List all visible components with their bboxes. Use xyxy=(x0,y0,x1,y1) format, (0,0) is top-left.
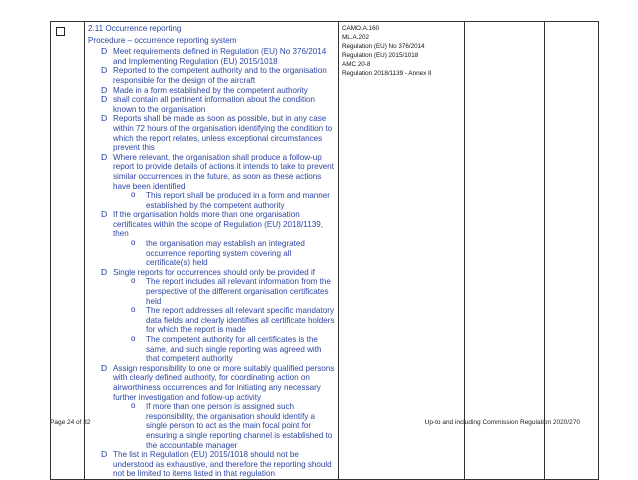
reference-item: CAMO.A.160 xyxy=(342,25,380,32)
page-number: Page 24 of 32 xyxy=(50,419,91,426)
requirement-text: Assign responsibility to one or more suitably qualified persons with clearly defined authority, for coordinating action on airworthiness occurrences and for initiating any necessary further investigation and follow-up activity xyxy=(113,363,335,402)
requirement-text: Reports shall be made as soon as possible, but in any case within 72 hours of the organisation identifying the condition to which the report relates, unless exceptional circumstances prevent this xyxy=(113,114,333,153)
bullet-marker: D xyxy=(101,113,108,124)
sub-requirement-item xyxy=(88,277,335,306)
requirement-text: Made in a form established by the competent authority xyxy=(113,85,308,95)
notes-cell[interactable] xyxy=(465,22,545,480)
references-cell xyxy=(339,22,465,480)
requirement-item xyxy=(88,268,335,278)
sub-requirement-text: This report shall be produced in a form and manner established by the competent authority xyxy=(146,191,331,210)
requirement-text: If the organisation holds more than one organisation certificates within the scope of Regulation (EU) 2018/1139, then xyxy=(113,210,323,239)
table-row xyxy=(51,22,599,480)
requirement-item xyxy=(88,47,335,66)
compliance-checkbox[interactable] xyxy=(56,27,65,36)
content-cell xyxy=(85,22,339,480)
requirement-item xyxy=(88,153,335,191)
requirement-item xyxy=(88,86,335,96)
requirement-item xyxy=(88,364,335,402)
regulation-footer: Up-to and including Commission Regulation 2020/270 xyxy=(424,419,580,426)
sub-requirement-item xyxy=(88,402,335,450)
bullet-marker: D xyxy=(101,65,108,76)
status-cell[interactable] xyxy=(545,22,599,480)
reference-item: Regulation (EU) No 376/2014 xyxy=(342,43,425,50)
reference-item: Regulation 2018/1139 - Annex II xyxy=(342,70,432,77)
sub-requirement-text: The competent authority for all certificates is the same, and such single reporting was agreed with that competent authority xyxy=(146,335,322,364)
compliance-table xyxy=(50,21,599,480)
bullet-marker: D xyxy=(101,209,108,220)
requirement-item xyxy=(88,95,335,114)
sub-requirement-item xyxy=(88,191,335,210)
requirement-text: Reported to the competent authority and to the organisation responsible for the design of the aircraft xyxy=(113,66,327,85)
requirement-text: Single reports for occurrences should only be provided if xyxy=(113,267,316,277)
section-content xyxy=(85,22,338,479)
checkbox-cell xyxy=(51,22,85,480)
sub-requirement-text: If more than one person is assigned such responsibility, the organisation should identify a single person to act as the main focal point for ensuring a single reporting channel is established to the accountable manager xyxy=(146,402,333,450)
requirement-list xyxy=(88,47,335,479)
bullet-marker: D xyxy=(101,151,108,162)
requirement-text: shall contain all pertinent information about the condition known to the organisation xyxy=(113,95,316,114)
sub-requirement-item xyxy=(88,239,335,268)
section-heading: 2.11 Occurrence reporting xyxy=(88,24,182,33)
sub-requirement-item xyxy=(88,306,335,335)
sub-bullet-marker: o xyxy=(131,334,136,343)
bullet-marker: D xyxy=(101,449,108,460)
reference-list xyxy=(339,22,464,80)
bullet-marker: D xyxy=(101,266,108,277)
requirement-item xyxy=(88,66,335,85)
sub-bullet-marker: o xyxy=(131,401,136,411)
requirement-item xyxy=(88,210,335,239)
requirement-item xyxy=(88,450,335,479)
bullet-marker: D xyxy=(101,46,108,57)
sub-bullet-marker: o xyxy=(131,276,136,286)
bullet-marker: D xyxy=(101,362,108,373)
bullet-marker: D xyxy=(101,84,108,95)
requirement-text: The list in Regulation (EU) 2015/1018 should not be understood as exhaustive, and therefore the reporting should not be limited to items listed in that regulation xyxy=(113,450,332,479)
sub-requirement-text: The report includes all relevant information from the perspective of the different organisation certificates held xyxy=(146,277,331,306)
sub-bullet-marker: o xyxy=(131,190,136,200)
sub-requirement-text: The report addresses all relevant specific mandatory data fields and clearly identifies all certificate holders for which the report is made xyxy=(146,306,335,335)
bullet-marker: D xyxy=(101,94,108,105)
sub-bullet-marker: o xyxy=(131,305,136,315)
requirement-text: Meet requirements defined in Regulation (EU) No 376/2014 and Implementing Regulation (EU) 2015/1018 xyxy=(113,47,327,66)
sub-bullet-marker: o xyxy=(131,238,136,248)
sub-requirement-text: the organisation may establish an integrated occurrence reporting system covering all certificate(s) held xyxy=(146,239,305,268)
reference-item: Regulation (EU) 2015/1018 xyxy=(342,52,419,59)
sub-requirement-item xyxy=(88,335,335,364)
reference-item: AMC 20-8 xyxy=(342,61,371,68)
reference-item: ML.A.202 xyxy=(342,34,369,41)
requirement-text: Where relevant, the organisation shall produce a follow-up report to provide details of actions it intends to take to prevent similar occurrences in the future, as soon as these actions have been identified xyxy=(113,152,334,191)
procedure-title: Procedure – occurrence reporting system xyxy=(88,35,237,45)
requirement-item xyxy=(88,114,335,152)
